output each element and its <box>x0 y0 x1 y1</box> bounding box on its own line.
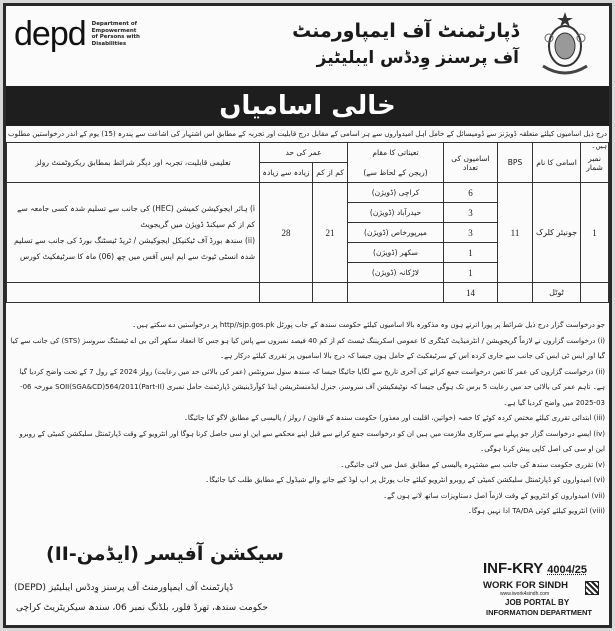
cell-serial: 1 <box>581 183 609 283</box>
note-vii: (vii) امیدواروں کو انٹرویو کے وقت لازماً اصل دستاویزات ساتھ لانے ہوں گے۔ <box>383 491 605 500</box>
signatory-block <box>6 541 316 621</box>
cell-station: حیدرآباد (ڈویژن) <box>348 203 444 223</box>
qualification-item-1: i) ہائر ایجوکیشن کمیشن (HEC) کی جانب سے تسلیم شدہ کسی جامعہ سے کم از کم سیکنڈ ڈویژن میں گریجویٹ <box>17 203 255 229</box>
header-age-min: کم از کم <box>313 163 348 183</box>
cell-empty <box>498 283 533 303</box>
cell-qualification <box>7 183 260 283</box>
cell-age-max: 28 <box>260 183 313 283</box>
cell-bps: 11 <box>498 183 533 283</box>
note-intro: جو درخواست گزار درج ذیل شرائط پر پورا اترتے ہوں وہ مذکورہ بالا اسامیوں کیلئے حکومت سندھ کے جاب پورٹل http//sjp.gos.pk پر درخواستیں دے سکتے ہیں۔ <box>132 321 605 329</box>
cell-station: لاڑکانہ (ڈویژن) <box>348 263 444 283</box>
job-portal-label: JOB PORTAL BY <box>505 598 570 607</box>
header-serial: نمبر شمار <box>581 143 609 183</box>
note-viii: (viii) انٹرویو کیلئے کوئی TA/DA ادا نہیں ہوگا۔ <box>467 507 605 515</box>
cell-count: 1 <box>444 243 498 263</box>
department-title-line2: آف پرسنز وِدڈس ایبلیٹیز <box>316 48 519 68</box>
information-department-label: INFORMATION DEPARTMENT <box>486 608 592 617</box>
signatory-department: ڈپارٹمنٹ آف ایمپاورمنٹ آف پرسنز وِدڈس ایبلیٹیز (DEPD) <box>14 583 234 593</box>
work-for-sindh-logo: WORK FOR SINDH <box>483 580 568 591</box>
cell-total-label: ٹوٹل <box>533 283 581 303</box>
vacancies-banner <box>6 86 609 126</box>
signatory-address: حکومت سندھ، تھرڈ فلور، بلڈنگ نمبر 06، سندھ سیکریٹریٹ کراچی <box>16 603 268 613</box>
table-row <box>7 183 609 203</box>
cell-station: میرپورخاص (ڈویژن) <box>348 223 444 243</box>
note-i: (i) درخواست گزاروں نے لازماً گریجویشن / انٹرمیڈیٹ کیٹگری کا عمومی اسکریننگ ٹیسٹ کم از کم 40 فیصد نمبروں سے پاس کیا ہو جس کا انعقاد سکھر آئی بی اے ٹیسٹنگ سروسز (STS) کی جانب سے کیا گیا اور ایس ٹی ایس کی جانب سے جاری کردہ اس کے سرٹیفکیٹ کے حامل ہوں جیسا کہ درج بالا اسامیوں پر تقرری کیلئے درکار ہے۔ <box>10 336 605 360</box>
inf-prefix: INF-KRY <box>483 560 544 577</box>
cell-station: سکھر (ڈویژن) <box>348 243 444 263</box>
sindh-emblem-icon <box>529 10 601 82</box>
department-title-line1: ڈپارٹمنٹ آف ایمپاورمنٹ <box>292 20 519 42</box>
cell-total-count: 14 <box>444 283 498 303</box>
cell-count: 3 <box>444 203 498 223</box>
cell-empty <box>581 283 609 303</box>
note-v: (v) تقرری حکومت سندھ کی جانب سے مشتہرہ پالیسی کے مطابق عمل میں لائی جائیگی۔ <box>340 460 605 469</box>
header-post: اسامی کا نام <box>533 143 581 183</box>
cell-post: جونیئر کلرک <box>533 183 581 283</box>
cell-empty <box>260 283 313 303</box>
cell-empty <box>7 283 260 303</box>
inf-reference <box>483 560 587 577</box>
table-header-row <box>7 143 609 163</box>
note-ii: (ii) درخواست گزاروں کی عمر کا تعین درخواست جمع کرانے کی آخری تاریخ سے لگایا جائیگا جیسا کہ سندھ سول سرونٹس (عمر کی بالائی حد میں رعایت) رولز 2024 کے رول 7 کے تحت واضح کردیا گیا ہے۔ تاہم عمر کی بالائی حد میں رعایت 5 برس تک ہوگی جیسا کہ نوٹیفکیشن آف سروسز، جنرل ایڈمنسٹریشن اینڈ کوآرڈینیشن ڈپارٹمنٹ حامل نمبری SOII(SGA&CD)564/2011(Part-II) مورخہ 06-03-2025 میں واضح کردیا گیا ہے۔ <box>19 367 605 407</box>
job-advertisement <box>3 3 612 628</box>
qualification-item-2: (ii) سندھ بورڈ آف ٹیکنیکل ایجوکیشن / ٹریڈ ٹیسٹنگ بورڈ کی جانب سے تسلیم شدہ انسٹی ٹیوٹ سے ایم ایس آفس میں چھ (06) ماہ کا سرٹیفکیٹ کورس <box>14 235 255 261</box>
note-iii: (iii) ابتدائی تقرری کیلئے مختص کردہ کوٹے کا حصہ (خواتین، اقلیت اور معذور) حکومت سندھ کے قانون / رولز / پالیسی کے مطابق لاگو کیا جائیگا۔ <box>183 414 605 422</box>
intro-text: درج ذیل اسامیوں کیلئے متعلقہ ڈویژنز سے ڈومیسائل کے حامل اہل امیدواروں سے ہر اسامی کے مقابل درج قابلیت اور تجربہ کے مطابق اس اشتہار کی اشاعت سے پندرہ (15) یوم کے اندر درخواستیں مطلوب ہیں۔ <box>8 130 607 150</box>
depd-logo <box>14 14 144 54</box>
header-station: تعیناتی کا مقام <box>348 143 444 163</box>
ad-header <box>6 6 609 84</box>
header-qualification: تعلیمی قابلیت، تجربہ اور دیگر شرائط بمطابق ریکروٹمنٹ رولز <box>7 143 260 183</box>
depd-logo-word: depd <box>14 15 86 53</box>
header-age: عمر کی حد <box>260 143 348 163</box>
cell-empty <box>313 283 348 303</box>
banner-title: خالی اسامیاں <box>219 91 396 121</box>
cell-station: کراچی (ڈویژن) <box>348 183 444 203</box>
note-vi: (vi) امیدواروں کو ڈپارٹمنٹل سلیکشن کمیٹی کے روبرو انٹرویو کیلئے جاب پورٹل پر اپ لوڈ کیے جانے والے شیڈول کے مطابق طلب کیا جائیگا۔ <box>205 476 605 484</box>
cell-count: 1 <box>444 263 498 283</box>
cell-empty <box>348 283 444 303</box>
qr-code-icon <box>585 581 599 595</box>
cell-count: 3 <box>444 223 498 243</box>
cell-count: 6 <box>444 183 498 203</box>
inf-code: 4004/25 <box>547 564 588 576</box>
note-iv: (iv) ایسے درخواست گزار جو پہلے سے سرکاری ملازمت میں ہیں ان کو درخواست جمع کرانے سے قبل اپنے محکمے سے این او سی حاصل کرنا ہوگا اور انٹرویو کے وقت ڈپارٹمنٹل سلیکشن کمیٹی کے روبرو این او سی کی اصل کاپی پیش کرنا ہوگی۔ <box>19 429 605 453</box>
table-total-row <box>7 283 609 303</box>
vacancy-table <box>6 142 609 303</box>
terms-and-conditions <box>10 318 605 520</box>
header-station-sub: (ریجن کے لحاظ سے) <box>348 163 444 183</box>
signatory-title: سیکشن آفیسر (ایڈمن-II) <box>46 543 284 565</box>
header-bps: BPS <box>498 143 533 183</box>
header-count: اسامیوں کی تعداد <box>444 143 498 183</box>
header-age-max: زیادہ سے زیادہ <box>260 163 313 183</box>
work-for-sindh-url: www.iwork4sindh.com <box>500 591 550 597</box>
depd-logo-subtitle: Department of Empowerment of Persons with Disabilities <box>91 21 140 47</box>
cell-age-min: 21 <box>313 183 348 283</box>
